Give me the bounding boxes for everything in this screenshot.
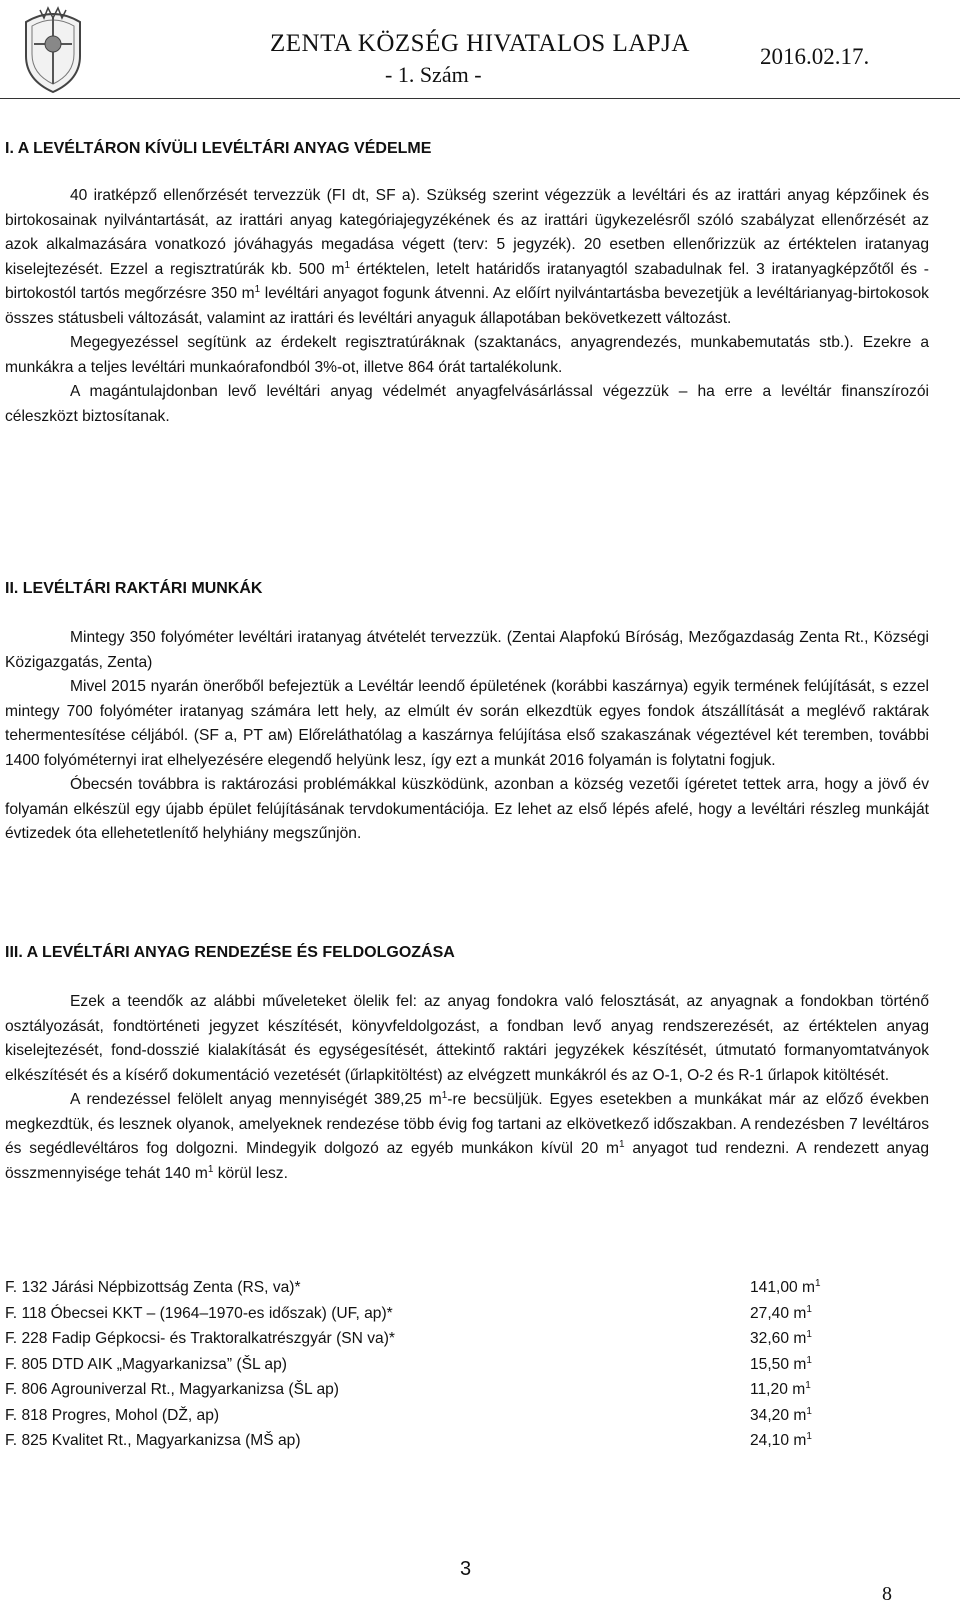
superscript: 1 — [441, 1090, 448, 1101]
fond-quantity — [750, 1301, 812, 1327]
coat-of-arms-icon — [18, 4, 88, 94]
superscript: 1 — [806, 1329, 812, 1340]
section-2-body — [5, 626, 929, 847]
section-1-body — [5, 184, 929, 429]
fond-quantity — [750, 1275, 821, 1301]
fond-name: F. 806 Agrouniverzal Rt., Magyarkanizsa (ŠL ap) — [5, 1381, 339, 1398]
quantity-value: 27,40 m — [750, 1304, 807, 1322]
quantity-value: 15,50 m — [750, 1355, 807, 1373]
list-item — [5, 1377, 929, 1403]
fond-name: F. 118 Óbecsei KKT – (1964–1970-es időszak) (UF, ap)* — [5, 1304, 393, 1322]
list-item — [5, 1301, 929, 1327]
section-2-paragraph-2: Mivel 2015 nyarán önerőből befejeztük a Levéltár leendő épületének (korábbi kaszárnya) egyik termének felújítását, s ezzel mintegy 700 folyóméter iratanyag számára lett hely, az elmúlt év során elkezdtük egyes fondok átszállítását a meglévő raktárak tehermentesítése céljából. (SF a, PT aм) Előreláthatólag a kaszárnya felújítása első szakaszának végeztével két teremben, további 1400 folyóméternyi irat elhelyezésére elegendő helyünk lesz, így ezt a munkát 2016 folyamán is folytatni fogjuk. — [5, 678, 929, 769]
fond-name: F. 825 Kvalitet Rt., Magyarkanizsa (MŠ ap) — [5, 1432, 301, 1449]
section-1-heading: I. A LEVÉLTÁRON KÍVÜLI LEVÉLTÁRI ANYAG VÉDELME — [5, 140, 432, 157]
text-run: anyagot tud rendezni. A rendezett anyag összmennyisége tehát 140 m — [5, 1140, 929, 1182]
list-item — [5, 1352, 929, 1378]
superscript: 1 — [806, 1303, 812, 1315]
superscript: 1 — [254, 284, 261, 295]
fond-name: F. 805 DTD AIK „Magyarkanizsa” (ŠL ap) — [5, 1355, 287, 1373]
superscript: 1 — [806, 1431, 812, 1442]
publication-title: ZENTA KÖZSÉG HIVATALOS LAPJA — [270, 30, 690, 57]
superscript: 1 — [344, 259, 351, 271]
section-2-paragraph-3: Óbecsén továbbra is raktározási problémákkal küszködünk, azonban a község vezetői ígéretet tettek arra, hogy a jövő év folyamán elkészül egy újabb épület felújításának tervdokumentációja. Ez lehet az első lépés afelé, hogy a levéltári részleg munkáját évtizedek óta ellehetetlenítő helyhiány megszűnjön. — [5, 776, 929, 842]
page-number: 3 — [460, 1558, 472, 1580]
section-2-heading: II. LEVÉLTÁRI RAKTÁRI MUNKÁK — [5, 580, 263, 597]
section-1-paragraph-1 — [5, 184, 929, 331]
superscript: 1 — [805, 1380, 811, 1391]
superscript: 1 — [618, 1139, 625, 1150]
quantity-value: 34,20 m — [750, 1406, 807, 1424]
list-item — [5, 1403, 929, 1429]
list-item — [5, 1428, 929, 1454]
superscript: 1 — [806, 1354, 812, 1366]
text-run: A rendezéssel felölelt anyag mennyiségét 389,25 m — [70, 1091, 442, 1108]
fond-name: F. 228 Fadip Gépkocsi- és Traktoralkatrészgyár (SN va)* — [5, 1330, 395, 1347]
section-3-body — [5, 990, 929, 1186]
header-divider — [0, 98, 960, 99]
publication-page-number: 8 — [882, 1583, 892, 1605]
text-run: értéktelen, letelt határidős iratanyagtól szabadulnak fel. 3 iratanyagképzőtől és -birtokostól tartós megőrzésre 350 m — [5, 260, 929, 302]
fond-name: F. 132 Járási Népbizottság Zenta (RS, va)* — [5, 1279, 301, 1296]
fond-quantity — [750, 1377, 811, 1403]
fond-quantity — [750, 1403, 812, 1429]
fond-quantity — [750, 1352, 812, 1378]
quantity-value: 24,10 m — [750, 1432, 807, 1449]
list-item — [5, 1326, 929, 1352]
section-3-paragraph-1: Ezek a teendők az alábbi műveleteket ölelik fel: az anyag fondokra való felosztását, az anyagnak a fondokban történő osztályozását, fondtörténeti jegyzet készítését, könyvfeldolgozást, a fondban levő anyag rendszerezését, az értéktelen anyag kiselejtezését, fond-dosszié kialakítását és egységesítését, áttekintő raktári jegyzékek készítését, útmutató formanyomtatványok elkészítését és a kísérő dokumentáció vezetését (űrlapkitöltést) az elvégzett munkákról és az O-1, O-2 és R-1 űrlapok kitöltését. — [5, 993, 929, 1084]
quantity-value: 141,00 m — [750, 1279, 816, 1296]
text-run: körül lesz. — [213, 1164, 288, 1182]
issue-date: 2016.02.17. — [760, 44, 870, 69]
text-run: 40 iratképző ellenőrzését tervezzük (FI dt, SF a). Szükség szerint végezzük a levéltári és az irattári anyag képzőinek és birtokosainak nyilvántartását, az irattári anyag kategóriajegyzékének és az irattári ügykezelésről szóló szabályzat ellenőrzését az azok alkalmazására vonatkozó jóváhagyás megadása végett (terv: 5 jegyzék). 20 esetben ellenőrizzük az értéktelen iratanyag kiselejtezését. Ezzel a regisztratúrák kb. 500 m — [5, 187, 929, 278]
superscript: 1 — [815, 1278, 821, 1289]
superscript: 1 — [806, 1405, 812, 1417]
section-3-heading: III. A LEVÉLTÁRI ANYAG RENDEZÉSE ÉS FELDOLGOZÁSA — [5, 944, 455, 961]
quantity-value: 11,20 m — [750, 1381, 806, 1398]
section-1-paragraph-3: A magántulajdonban levő levéltári anyag védelmét anyagfelvásárlással végezzük – ha erre a levéltár finanszírozói céleszközt biztosítanak. — [5, 383, 929, 425]
fonds-list — [5, 1275, 929, 1454]
issue-number: - 1. Szám - — [385, 62, 482, 87]
section-2-paragraph-1: Mintegy 350 folyóméter levéltári iratanyag átvételét tervezzük. (Zentai Alapfokú Bíróság, Mezőgazdaság Zenta Rt., Községi Közigazgatás, Zenta) — [5, 629, 929, 671]
fond-quantity — [750, 1428, 812, 1454]
text-run: levéltári anyagot fogunk átvenni. Az előírt nyilvántartásba bevezetjük a levéltárianyag-birtokosok összes státusbeli változását, valamint az irattári és levéltári anyaguk állapotában bekövetkezett változást. — [5, 285, 929, 327]
superscript: 1 — [207, 1163, 214, 1175]
section-1-paragraph-2: Megegyezéssel segítünk az érdekelt regisztratúráknak (szaktanács, anyagrendezés, munkabemutatás stb.). Ezekre a munkákra a teljes levéltári munkaórafondból 3%-ot, illetve 864 órát tartalékolunk. — [5, 334, 929, 376]
page-header — [0, 0, 960, 100]
section-3-paragraph-2 — [5, 1088, 929, 1186]
quantity-value: 32,60 m — [750, 1330, 807, 1347]
list-item — [5, 1275, 929, 1301]
text-run: -re becsüljük. Egyes esetekben a munkákat már az előző években megkezdtük, és lesznek olyanok, amelyeknek rendezése több évig fog tartani az elkövetkező időszakban. A rendezésben 7 levéltáros és segédlevéltáros fog dolgozni. Mindegyik dolgozó az egyéb munkákon kívül 20 m — [5, 1091, 930, 1157]
fond-quantity — [750, 1326, 812, 1352]
fond-name: F. 818 Progres, Mohol (DŽ, ap) — [5, 1406, 220, 1424]
